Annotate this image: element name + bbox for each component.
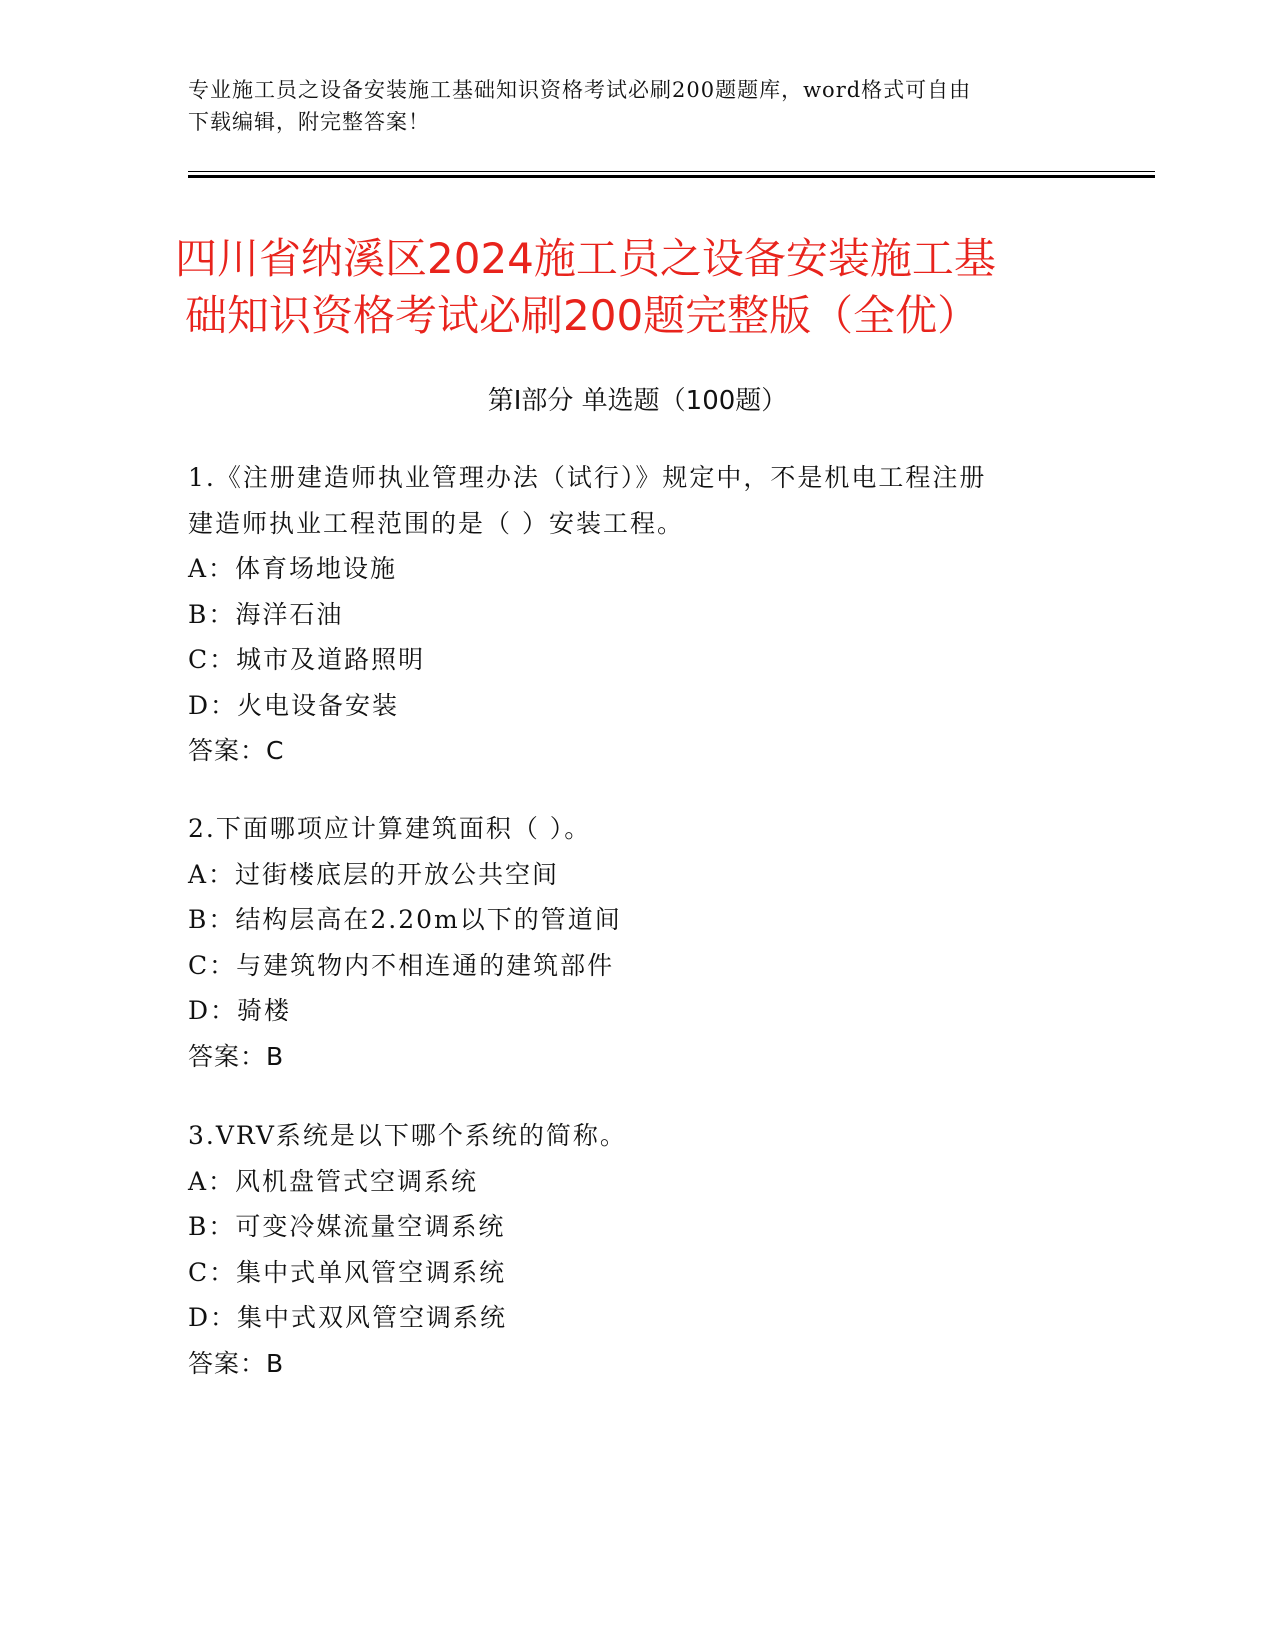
header-divider-thin bbox=[188, 171, 1155, 172]
question-2 bbox=[188, 806, 1088, 1079]
header-note-line-2: 下载编辑，附完整答案！ bbox=[188, 110, 430, 134]
question-2-option-c: C：与建筑物内不相连通的建筑部件 bbox=[188, 950, 615, 980]
question-3-option-c: C：集中式单风管空调系统 bbox=[188, 1257, 507, 1287]
question-3-option-a: A：风机盘管式空调系统 bbox=[188, 1166, 479, 1196]
question-1-option-b: B：海洋石油 bbox=[188, 599, 344, 629]
question-3 bbox=[188, 1113, 1088, 1386]
question-1-stem-line-1: 1.《注册建造师执业管理办法（试行）》规定中，不是机电工程注册 bbox=[188, 463, 987, 492]
question-2-option-a: A：过街楼底层的开放公共空间 bbox=[188, 859, 560, 889]
question-2-option-d: D：骑楼 bbox=[188, 996, 292, 1025]
header-divider-thick bbox=[188, 175, 1155, 178]
header-note-line-1: 专业施工员之设备安装施工基础知识资格考试必刷200题题库，word格式可自由 bbox=[188, 78, 972, 102]
document-title bbox=[175, 230, 1125, 344]
question-1-option-d: D：火电设备安装 bbox=[188, 690, 400, 720]
section-title: 第Ⅰ部分 单选题（100题） bbox=[487, 386, 788, 416]
question-3-stem-line-1: 3.VRV系统是以下哪个系统的简称。 bbox=[188, 1121, 627, 1150]
question-1 bbox=[188, 455, 1088, 774]
question-3-option-d: D：集中式双风管空调系统 bbox=[188, 1303, 508, 1332]
question-3-option-b: B：可变冷媒流量空调系统 bbox=[188, 1212, 506, 1241]
question-2-stem-line-1: 2.下面哪项应计算建筑面积（ ）。 bbox=[188, 814, 592, 843]
question-1-option-a: A：体育场地设施 bbox=[188, 554, 398, 583]
question-3-answer: 答案：B bbox=[188, 1348, 285, 1378]
document-title-line-1: 四川省纳溪区2024施工员之设备安装施工基 bbox=[175, 234, 996, 283]
question-2-option-b: B：结构层高在2.20m以下的管道间 bbox=[188, 905, 622, 934]
question-1-stem-line-2: 建造师执业工程范围的是（ ）安装工程。 bbox=[188, 508, 684, 538]
question-1-answer: 答案：C bbox=[188, 736, 285, 765]
question-2-answer: 答案：B bbox=[188, 1041, 285, 1071]
document-title-line-2: 础知识资格考试必刷200题完整版（全优） bbox=[185, 291, 980, 340]
header-note bbox=[188, 74, 1088, 138]
question-1-option-c: C：城市及道路照明 bbox=[188, 645, 426, 674]
